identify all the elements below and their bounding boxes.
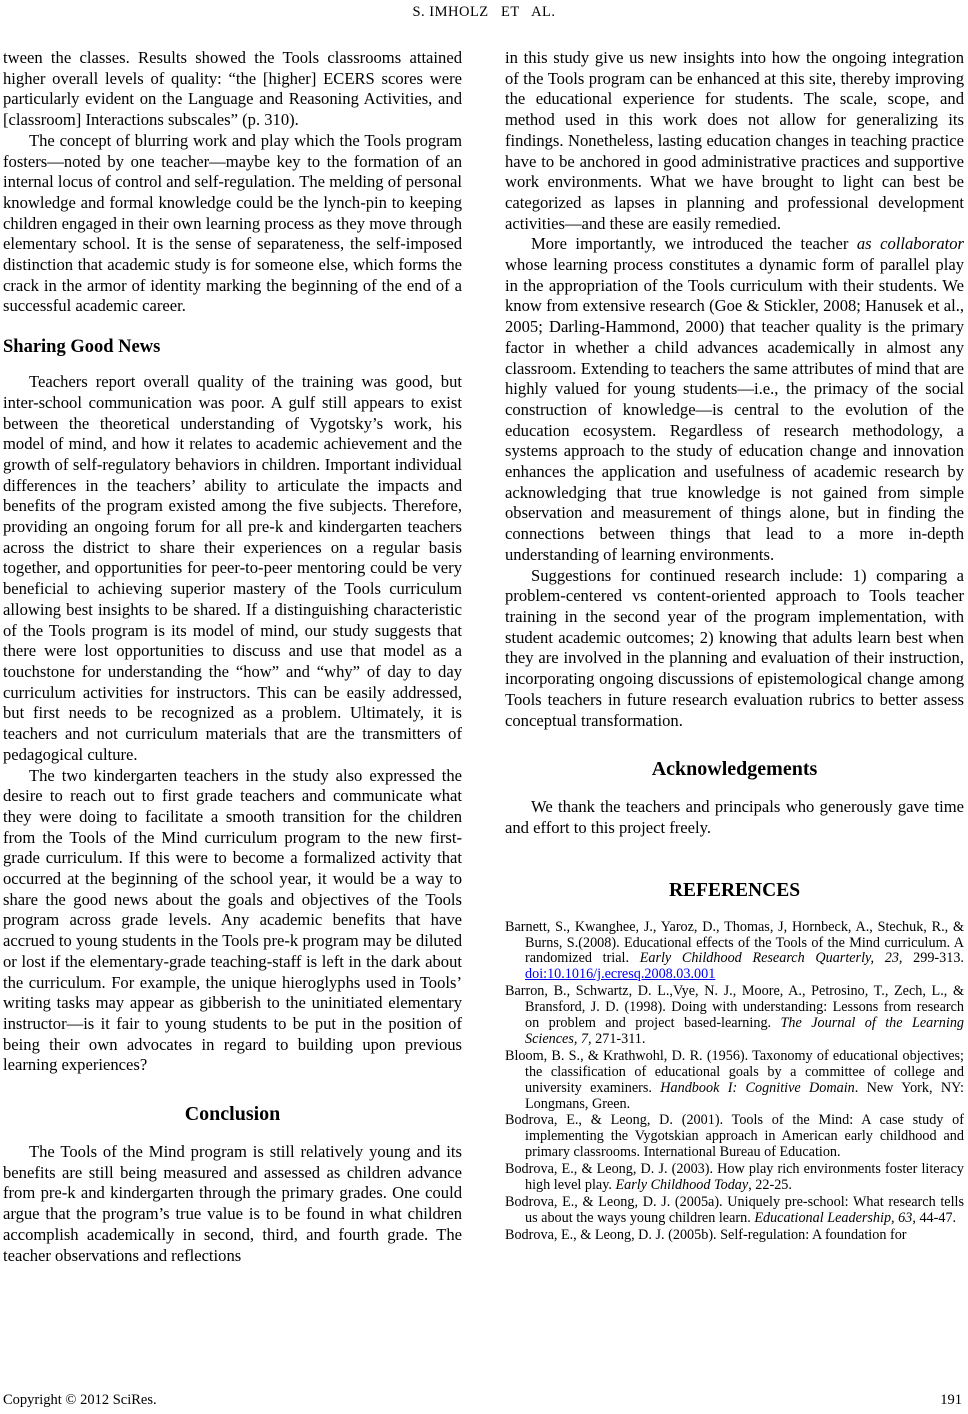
text-run: Bodrova, E., & Leong, D. J. (2005b). Self-regulation: A foundation for xyxy=(505,1226,907,1243)
page-body xyxy=(0,48,968,1266)
section-heading: Acknowledgements xyxy=(651,758,818,781)
page-footer xyxy=(3,1391,962,1409)
paragraph xyxy=(505,48,964,234)
section-heading: REFERENCES xyxy=(668,879,801,901)
reference-entry xyxy=(505,1195,964,1227)
text-run: Barnett, S., Kwanghee, J., Yaroz, D., Thomas, J, Hornbeck, A., Stechuk, R., & Burns, S.(2008). Educational effects of the Tools of the Mind curriculum. A randomized trial. xyxy=(505,918,964,967)
paragraph xyxy=(505,566,964,732)
text-run: 299-313. xyxy=(902,950,964,967)
text-run: Early Childhood Today xyxy=(615,1177,749,1194)
text-run: The Tools of the Mind program is still relatively young and its benefits are still being measured and assessed as children advance from pre-k and kindergarten through the primary grades. One could argue that the program’s true value is to be found in what children accomplish academically in second, third, and fourth grade. The teacher observations and reflections xyxy=(3,1142,462,1265)
text-run: tween the classes. Results showed the Tools classrooms attained higher overall levels of quality: “the [higher] ECERS scores were particularly evident on the Language and Reasoning Activities, and [classroom] Interactions subscales” (p. 310). xyxy=(3,48,462,130)
text-run: as collaborator xyxy=(856,234,964,254)
copyright-notice: Copyright © 2012 SciRes. xyxy=(3,1392,157,1408)
paragraph xyxy=(505,234,964,565)
text-run: Suggestions for continued research include: 1) comparing a problem-centered vs content-oriented approach to Tools teacher training in the second year of the program implementation, with student academic outcomes; 2) knowing that adults learn best when they are involved in the planning and evaluation of their instruction, incorporating ongoing discussions of epistemological change among Tools teachers in future research evaluation rubrics to better assess conceptual transformation. xyxy=(505,565,964,730)
right-column xyxy=(505,48,964,1266)
reference-entry xyxy=(505,1162,964,1194)
text-run: whose learning process constitutes a dynamic form of parallel play in the appropriation of the Tools curriculum with their students. We know from extensive research (Goe & Stickler, 2008; Hanusek et al., 2005; Darling-Hammond, 2000) that teacher quality is the primary factor in whether a child advances academically in almost any classroom. Extending to teachers the same attributes of mind that are highly valued for young students—i.e., the primacy of the social construction of knowledge—is central to the evolution of the education ecosystem. Regardless of research methodology, a systems approach to the study of education change and innovation enhances the application and usefulness of academic research by acknowledging that true knowledge is not gained from simple observation and measurement of things alone, but in finding the connections between things that lead to a more in-depth understanding of learning environments. xyxy=(505,255,964,564)
text-run: More importantly, we introduced the teacher xyxy=(531,234,857,254)
text-run: in this study give us new insights into how the ongoing integration of the Tools program can be enhanced at this site, thereby improving the educational experience for students. The scale, scope, and method used in this work does not allow for generalizing its findings. Nonetheless, lasting education changes in teaching practice have to be anchored in good administrative practices and supportive work environments. What we have brought to light can best be categorized as lapses in planning and professional development activities—and these are easily remedied. xyxy=(505,48,964,233)
reference-entry xyxy=(505,920,964,984)
text-run: Handbook I: Cognitive Domain xyxy=(660,1079,855,1096)
text-run: Bodrova, E., & Leong, D. J. (2003). How play rich environments foster literacy high level play. xyxy=(505,1161,964,1194)
section-heading: Sharing Good News xyxy=(3,337,161,358)
reference-entry xyxy=(505,1049,964,1113)
text-run: The two kindergarten teachers in the study also expressed the desire to reach out to first grade teachers and communicate what they were doing to facilitate a smooth transition for the children from the Tools of the Mind curriculum program to the new first-grade curriculum. If this were to become a formalized activity that occurred at the beginning of the school year, it would be a way to share the good news about the goals and objectives of the Tools program across grade levels. Any academic benefits that have accrued to young students in the Tools pre-k program may be diluted or lost if the elementary-grade teaching-staff is left in the dark about the curriculum. For example, the unique hieroglyphs used in Tools’ writing tasks may appear as gibberish to the uninitiated elementary instructor—is it fair to young students to be put in the position of being their own advocates in regard to building upon previous learning experiences? xyxy=(3,765,462,1075)
paragraph xyxy=(3,1142,462,1266)
text-run: Barron, B., Schwartz, D. L.,Vye, N. J., Moore, A., Petrosino, T., Zech, L., & Bransford, J. D. (1998). Doing with understanding: Lessons from research on problem and project based-learning. xyxy=(505,983,964,1032)
paragraph xyxy=(3,48,462,131)
reference-entry xyxy=(505,1113,964,1161)
paragraph xyxy=(3,372,462,765)
doi-link[interactable]: doi:10.1016/j.ecresq.2008.03.001 xyxy=(525,966,716,983)
paragraph xyxy=(3,766,462,1077)
text-run: The Journal of the Learning Sciences, 7, xyxy=(525,1015,965,1047)
text-run: We thank the teachers and principals who generously gave time and effort to this project freely. xyxy=(505,797,964,837)
text-run: Bodrova, E., & Leong, D. J. (2005a). Uniquely pre-school: What research tells us about the ways young children learn. xyxy=(505,1194,964,1226)
text-run: Bloom, B. S., & Krathwohl, D. R. (1956). Taxonomy of educational objectives; the classification of educational goals by a committee of college and university examiners. xyxy=(505,1047,964,1096)
text-run: The concept of blurring work and play which the Tools program fosters—noted by one teacher—maybe key to the formation of an internal locus of control and self-regulation. The melding of personal knowledge and formal knowledge could be the lynch-pin to keeping children engaged in their own learning process as they move through elementary school. It is the sense of separateness, the self-imposed distinction that academic study is for someone else, which forms the crack in the armor of identity marking the beginning of the end of a successful academic career. xyxy=(3,130,462,316)
reference-entry xyxy=(505,1228,964,1244)
section-heading: Conclusion xyxy=(184,1103,281,1126)
text-run: Educational Leadership, 63, xyxy=(754,1209,916,1226)
paragraph xyxy=(3,131,462,317)
text-run: , 22-25. xyxy=(748,1177,792,1194)
text-run: . New York, NY: Longmans, Green. xyxy=(525,1079,964,1112)
text-run: 44-47. xyxy=(915,1209,957,1226)
running-head: S. IMHOLZ ET AL. xyxy=(412,4,556,20)
text-run: Early Childhood Research Quarterly, 23, xyxy=(639,950,903,967)
page-number: 191 xyxy=(940,1392,962,1408)
text-run: 271-311. xyxy=(591,1030,646,1047)
paragraph xyxy=(505,797,964,838)
text-run: Bodrova, E., & Leong, D. (2001). Tools of the Mind: A case study of implementing the Vygotskian approach in American early childhood and primary classrooms. International Bureau of Education. xyxy=(505,1112,964,1161)
reference-entry xyxy=(505,984,964,1048)
left-column xyxy=(3,48,462,1266)
text-run: Teachers report overall quality of the training was good, but inter-school communication was poor. A gulf still appears to exist between the theoretical understanding of Vygotsky’s work, his model of mind, and how it relates to academic achievement and the growth of self-regulatory behaviors in children. Important individual differences in the teachers’ ability to articulate the impacts and benefits of the program existed among the five subjects. Therefore, providing an ongoing forum for all pre-k and kindergarten teachers across the district to share their experiences on a regular basis together, and opportunities for peer-to-peer mentoring could be very beneficial to achieving superior mastery of the Tools curriculum allowing best insights to be shared. If a distinguishing characteristic of the Tools program is its model of mind, our study suggests that there were lost opportunities to discuss and use that model as a touchstone for understanding the “how” and “why” of day to day curriculum activities for instructors. This can be easily addressed, but first needs to be recognized as a problem. Ultimately, it is teachers and not curriculum materials that are the transmitters of pedagogical culture. xyxy=(3,372,462,764)
